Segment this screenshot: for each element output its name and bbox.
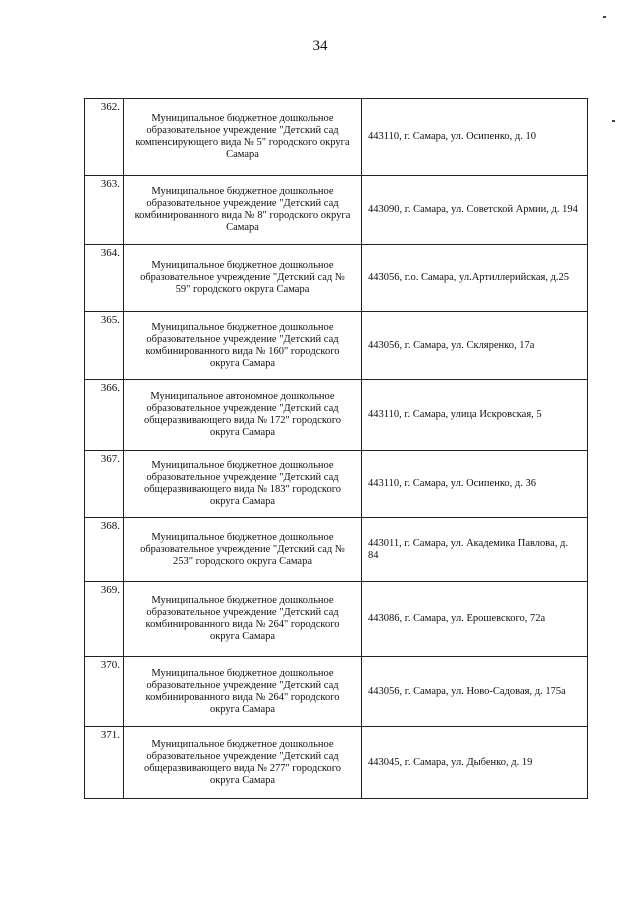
institution-name-cell	[124, 451, 362, 518]
row-number: 365.	[100, 314, 120, 326]
table-row	[85, 99, 588, 176]
institution-name: Муниципальное бюджетное дошкольное образовательное учреждение "Детский сад компенсирующего вида № 5" городского округа Самара	[135, 113, 350, 160]
row-number-cell	[85, 245, 124, 312]
institution-address: 443011, г. Самара, ул. Академика Павлова, д. 84	[368, 537, 568, 561]
institution-name-cell	[124, 99, 362, 176]
row-number: 364.	[100, 247, 120, 259]
address-cell	[362, 582, 588, 657]
table-row	[85, 727, 588, 799]
row-number: 367.	[100, 453, 120, 465]
institution-name-cell	[124, 380, 362, 451]
institution-name-cell	[124, 582, 362, 657]
row-number-cell	[85, 727, 124, 799]
institution-address: 443110, г. Самара, улица Искровская, 5	[368, 409, 542, 420]
institution-address: 443045, г. Самара, ул. Дыбенко, д. 19	[368, 756, 533, 768]
institution-name-cell	[124, 727, 362, 799]
row-number-cell	[85, 451, 124, 518]
institution-name: Муниципальное бюджетное дошкольное образовательное учреждение "Детский сад общеразвивающего вида № 183" городского округа Самара	[143, 460, 342, 507]
institution-name: Муниципальное бюджетное дошкольное образовательное учреждение "Детский сад № 253" городского округа Самара	[140, 531, 345, 567]
row-number: 369.	[100, 584, 120, 596]
address-cell	[362, 657, 588, 727]
table-row	[85, 518, 588, 582]
scan-mark	[603, 16, 606, 18]
row-number: 362.	[100, 101, 120, 113]
institution-address: 443110, г. Самара, ул. Осипенко, д. 36	[368, 478, 536, 489]
table-row	[85, 657, 588, 727]
address-cell	[362, 99, 588, 176]
institution-address: 443090, г. Самара, ул. Советской Армии, д. 194	[368, 204, 578, 215]
row-number-cell	[85, 99, 124, 176]
institution-name: Муниципальное бюджетное дошкольное образовательное учреждение "Детский сад комбинированного вида № 160" городского округа Самара	[145, 321, 340, 369]
table-body	[85, 99, 588, 799]
address-cell	[362, 727, 588, 799]
institution-address: 443056, г. Самара, ул. Скляренко, 17а	[368, 339, 535, 351]
institution-address: 443056, г.о. Самара, ул.Артиллерийская, д.25	[368, 272, 570, 283]
row-number: 366.	[100, 382, 120, 394]
institution-address: 443056, г. Самара, ул. Ново-Садовая, д. 175а	[368, 685, 566, 697]
row-number: 371.	[100, 729, 120, 741]
address-cell	[362, 451, 588, 518]
address-cell	[362, 245, 588, 312]
institution-name: Муниципальное бюджетное дошкольное образовательное учреждение "Детский сад № 59" городского округа Самара	[140, 260, 345, 295]
institutions-table	[84, 98, 588, 799]
institution-name-cell	[124, 176, 362, 245]
institution-address: 443086, г. Самара, ул. Ерошевского, 72а	[368, 613, 546, 624]
table-row	[85, 176, 588, 245]
address-cell	[362, 312, 588, 380]
institution-name: Муниципальное бюджетное дошкольное образовательное учреждение "Детский сад общеразвивающего вида № 277" городского округа Самара	[143, 738, 342, 786]
row-number-cell	[85, 380, 124, 451]
institution-name-cell	[124, 245, 362, 312]
institution-address: 443110, г. Самара, ул. Осипенко, д. 10	[368, 131, 536, 142]
table-row	[85, 582, 588, 657]
table-row	[85, 380, 588, 451]
institution-name-cell	[124, 657, 362, 727]
row-number: 368.	[100, 520, 120, 532]
institution-name: Муниципальное бюджетное дошкольное образовательное учреждение "Детский сад комбинированного вида № 264" городского округа Самара	[145, 595, 340, 642]
institution-name-cell	[124, 312, 362, 380]
row-number-cell	[85, 312, 124, 380]
table-row	[85, 245, 588, 312]
row-number-cell	[85, 582, 124, 657]
row-number-cell	[85, 176, 124, 245]
row-number-cell	[85, 518, 124, 582]
institution-name-cell	[124, 518, 362, 582]
address-cell	[362, 380, 588, 451]
row-number-cell	[85, 657, 124, 727]
page-number: 34	[312, 38, 328, 54]
institution-name: Муниципальное бюджетное дошкольное образовательное учреждение "Детский сад комбинированного вида № 8" городского округа Самара	[134, 186, 351, 233]
scan-mark	[612, 120, 615, 122]
institution-name: Муниципальное автономное дошкольное образовательное учреждение "Детский сад общеразвивающего вида № 172" городского округа Самара	[143, 391, 342, 438]
institution-name: Муниципальное бюджетное дошкольное образовательное учреждение "Детский сад комбинированного вида № 264" городского округа Самара	[145, 667, 340, 715]
address-cell	[362, 176, 588, 245]
table-row	[85, 312, 588, 380]
table-row	[85, 451, 588, 518]
row-number: 370.	[100, 659, 120, 671]
address-cell	[362, 518, 588, 582]
row-number: 363.	[100, 178, 120, 190]
